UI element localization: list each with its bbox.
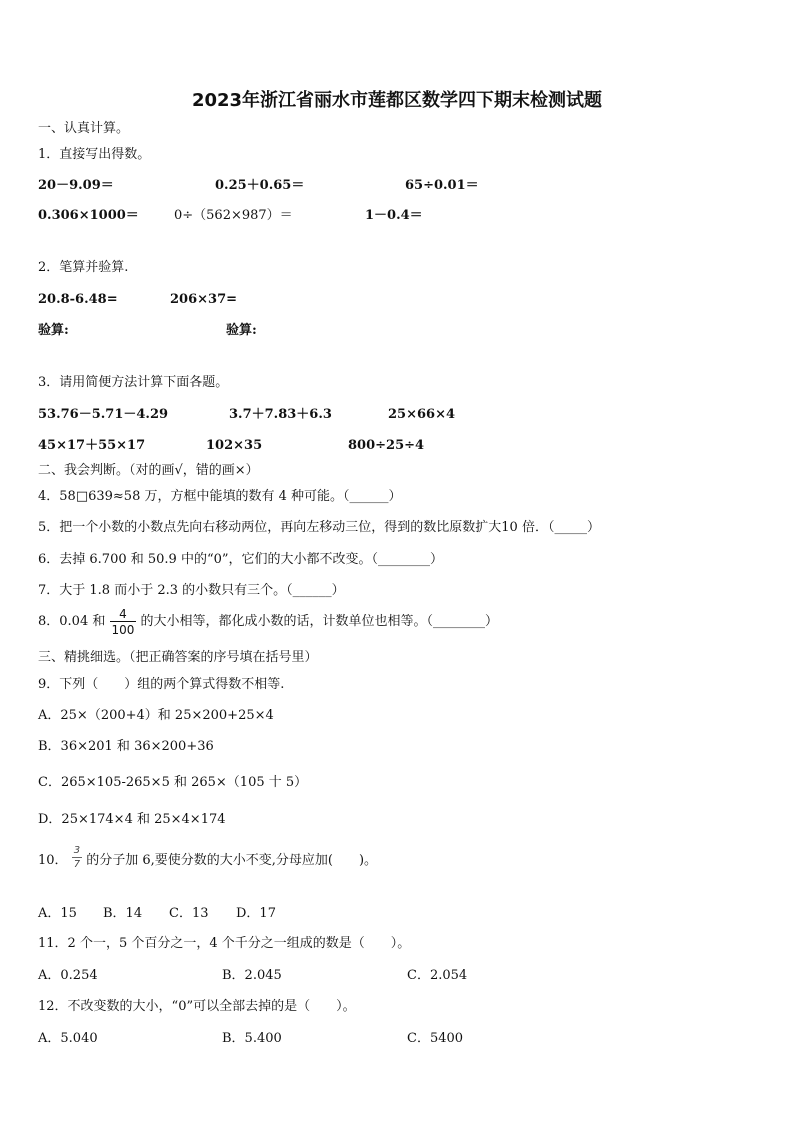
q9-option-a: A．25×（200+4）和 25×200+25×4 xyxy=(38,708,274,723)
q10-option-b: B．14 xyxy=(103,906,143,921)
q8-fraction-numerator: 4 xyxy=(110,608,137,622)
q10-prefix: 10． xyxy=(38,853,68,868)
q10-fraction-numerator: 3 xyxy=(73,845,81,856)
q11-option-a: A．0.254 xyxy=(38,968,98,983)
q2-check-2: 验算: xyxy=(226,323,257,338)
q8-text xyxy=(38,608,498,636)
q1-label: 1．直接写出得数。 xyxy=(38,147,151,162)
q2-check-1: 验算: xyxy=(38,323,69,338)
q1-item-2: 0.25＋0.65＝ xyxy=(215,178,305,193)
q10-option-c: C．13 xyxy=(169,906,209,921)
q12-option-b: B．5.400 xyxy=(222,1031,282,1046)
q9-option-d: D．25×174×4 和 25×4×174 xyxy=(38,812,226,827)
q1-item-5: 0÷（562×987）＝ xyxy=(174,208,293,223)
q1-item-4: 0.306×1000＝ xyxy=(38,208,139,223)
q12-option-c: C．5400 xyxy=(407,1031,464,1046)
q6-text: 6．去掉 6.700 和 50.9 中的“0”，它们的大小都不改变。（________） xyxy=(38,552,444,567)
q5-text: 5．把一个小数的小数点先向右移动两位，再向左移动三位，得到的数比原数扩大10 倍．（_____） xyxy=(38,520,600,535)
q3-item-2: 3.7＋7.83＋6.3 xyxy=(229,407,332,422)
q3-item-4: 45×17＋55×17 xyxy=(38,438,146,453)
q10-option-d: D．17 xyxy=(236,906,276,921)
q11-option-b: B．2.045 xyxy=(222,968,282,983)
q4-text: 4．58□639≈58 万，方框中能填的数有 4 种可能。（______） xyxy=(38,489,402,504)
q12-stem: 12．不改变数的大小，“0”可以全部去掉的是（ ）。 xyxy=(38,999,356,1014)
section1-heading: 一、认真计算。 xyxy=(38,121,130,136)
q9-stem: 9．下列（ ）组的两个算式得数不相等. xyxy=(38,677,285,692)
q3-label: 3．请用简便方法计算下面各题。 xyxy=(38,375,229,390)
q9-option-c: C．265×105-265×5 和 265×（105 十 5） xyxy=(38,775,308,790)
q7-text: 7．大于 1.8 而小于 2.3 的小数只有三个。（______） xyxy=(38,583,345,598)
q10-fraction xyxy=(72,846,82,870)
q11-option-c: C．2.054 xyxy=(407,968,468,983)
q9-option-b: B．36×201 和 36×200+36 xyxy=(38,739,214,754)
q10-fraction-denominator: 7 xyxy=(73,859,81,870)
q10-suffix: 的分子加 6,要使分数的大小不变,分母应加( )。 xyxy=(86,853,378,868)
q3-item-3: 25×66×4 xyxy=(388,407,456,422)
page-title: 2023年浙江省丽水市莲都区数学四下期末检测试题 xyxy=(191,90,603,111)
q3-item-5: 102×35 xyxy=(206,438,263,453)
q11-stem: 11．2 个一，5 个百分之一，4 个千分之一组成的数是（ ）。 xyxy=(38,936,411,951)
q1-item-3: 65÷0.01＝ xyxy=(405,178,479,193)
q2-item-2: 206×37= xyxy=(170,292,238,307)
q8-fraction-denominator: 100 xyxy=(111,623,135,637)
q2-label: 2．笔算并验算. xyxy=(38,260,129,275)
q1-item-1: 20－9.09＝ xyxy=(38,178,114,193)
q3-item-6: 800÷25÷4 xyxy=(348,438,425,453)
q12-option-a: A．5.040 xyxy=(38,1031,98,1046)
section2-heading: 二、我会判断。（对的画√，错的画×） xyxy=(38,463,259,478)
q8-suffix: 的大小相等，都化成小数的话，计数单位也相等。（________） xyxy=(140,614,499,629)
q10-option-a: A．15 xyxy=(38,906,77,921)
q1-item-6: 1－0.4＝ xyxy=(365,208,423,223)
q10-text xyxy=(38,846,377,870)
section3-heading: 三、精挑细选。（把正确答案的序号填在括号里） xyxy=(38,650,318,665)
q8-prefix: 8．0.04 和 xyxy=(38,614,106,629)
q3-item-1: 53.76－5.71－4.29 xyxy=(38,407,169,422)
q2-item-1: 20.8-6.48= xyxy=(38,292,118,307)
q8-fraction xyxy=(110,608,137,636)
